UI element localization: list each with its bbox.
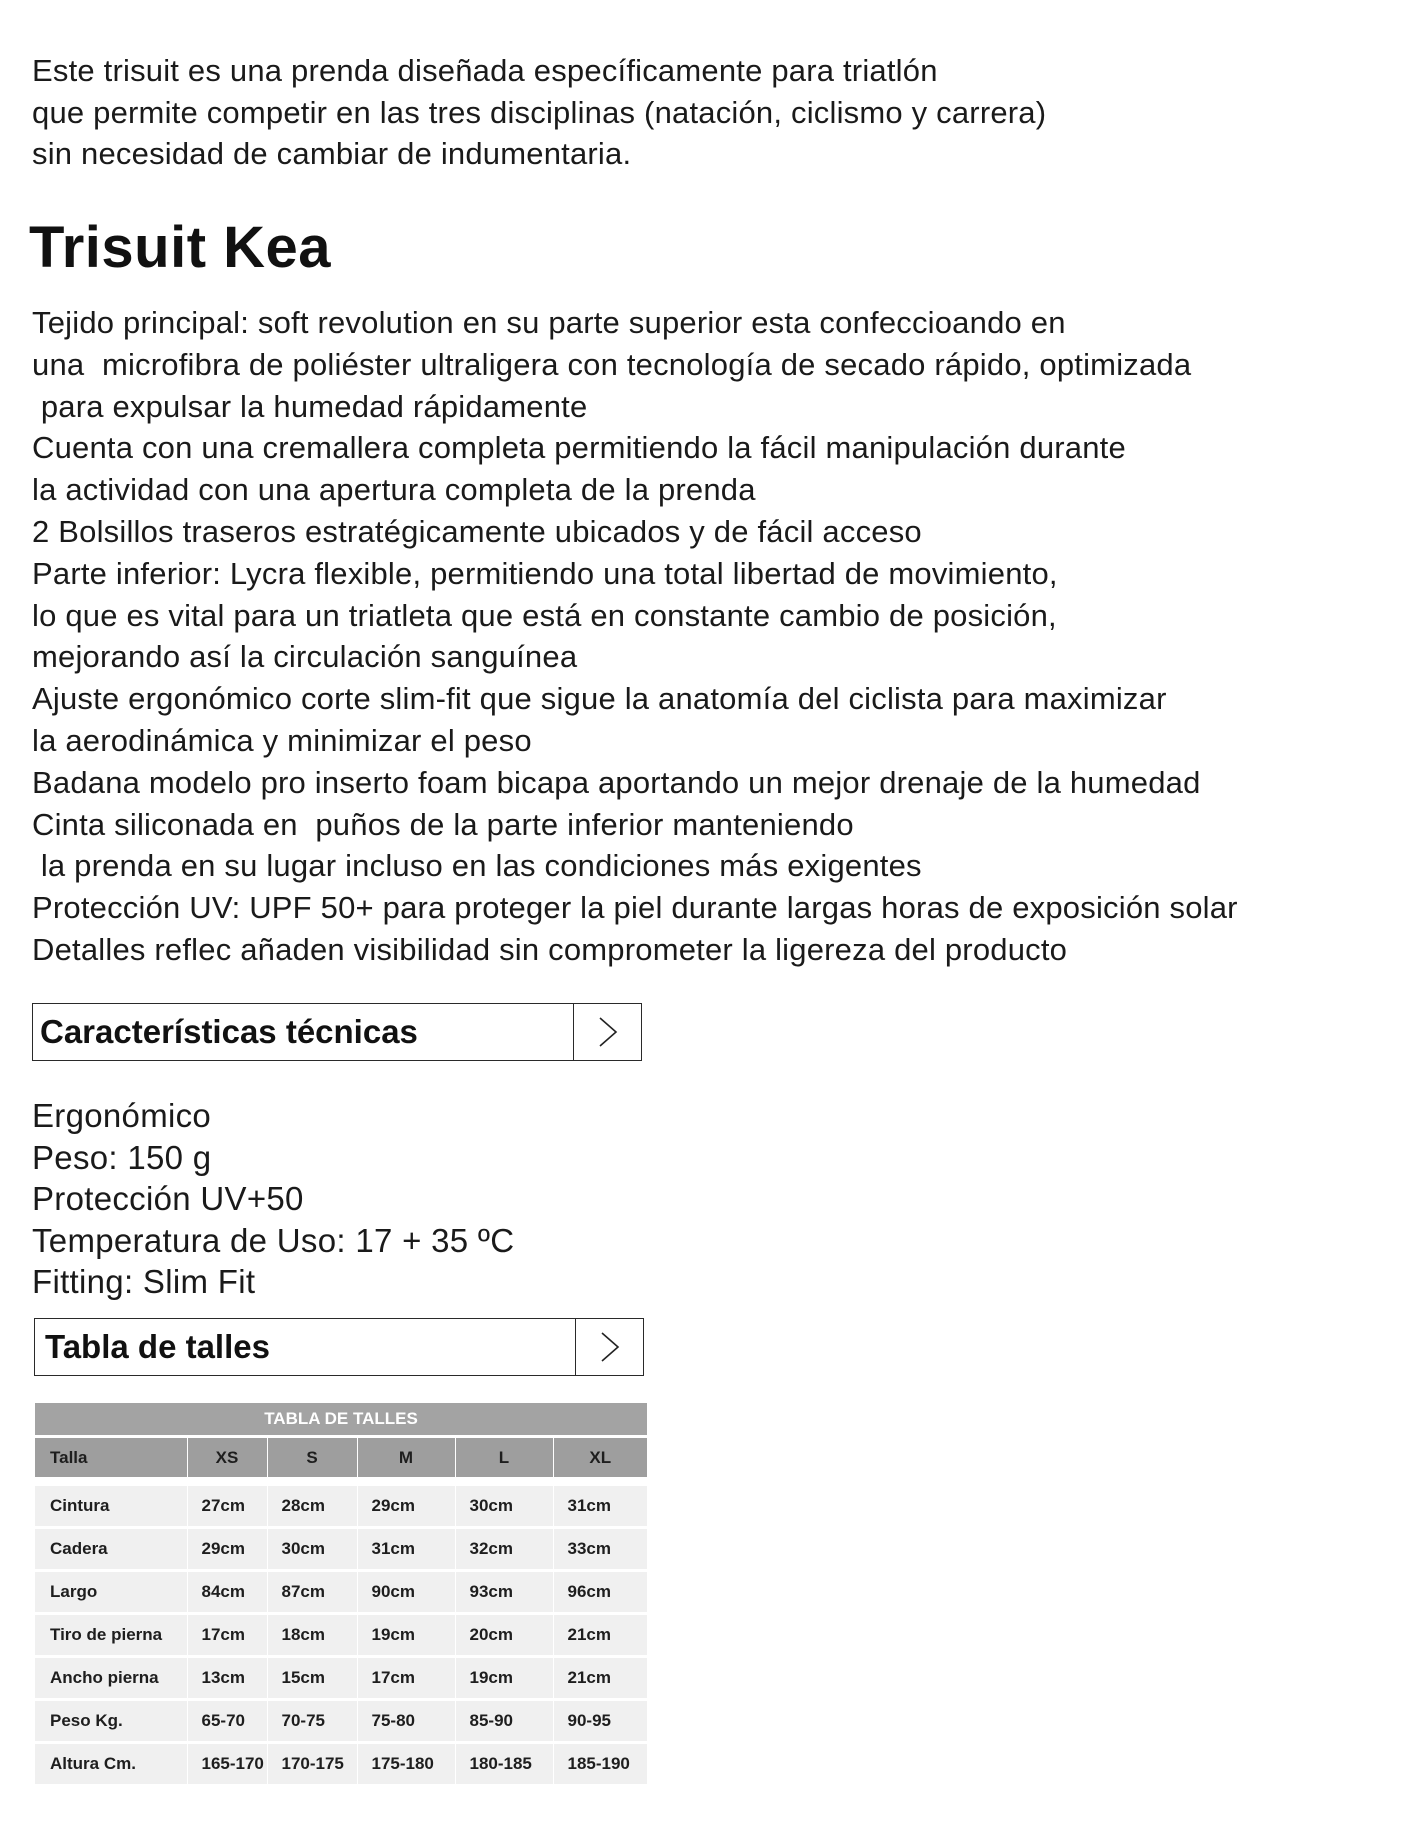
table-cell: 17cm — [187, 1614, 267, 1657]
tech-specs-label: Características técnicas — [40, 1013, 418, 1050]
table-cell: 90cm — [357, 1571, 455, 1614]
table-cell: 170-175 — [267, 1743, 357, 1786]
description-line: mejorando así la circulación sanguínea — [32, 639, 578, 675]
description-line: Tejido principal: soft revolution en su parte superior esta confeccioando en — [32, 305, 1066, 340]
row-label: Altura Cm. — [35, 1743, 187, 1786]
description-line: una microfibra de poliéster ultraligera con tecnología de secado rápido, optimizada — [32, 346, 1192, 382]
table-cell: 90-95 — [553, 1700, 647, 1743]
row-label: Cintura — [35, 1482, 187, 1528]
description-line: para expulsar la humedad rápidamente — [32, 388, 588, 424]
size-table — [35, 1403, 647, 1787]
table-cell: 19cm — [357, 1614, 455, 1657]
column-header: S — [267, 1437, 357, 1482]
row-label: Ancho pierna — [35, 1657, 187, 1700]
tech-specs-accordion[interactable] — [32, 1003, 642, 1061]
table-cell: 13cm — [187, 1657, 267, 1700]
table-cell: 29cm — [357, 1482, 455, 1528]
table-row — [35, 1743, 647, 1786]
product-description — [32, 302, 1402, 971]
description-line: la prenda en su lugar incluso en las condiciones más exigentes — [32, 848, 922, 884]
table-cell: 15cm — [267, 1657, 357, 1700]
row-label: Cadera — [35, 1528, 187, 1571]
spec-item: Fitting: Slim Fit — [32, 1263, 256, 1300]
product-title: Trisuit Kea — [29, 215, 332, 280]
table-cell: 180-185 — [455, 1743, 553, 1786]
table-cell: 32cm — [455, 1528, 553, 1571]
description-line: lo que es vital para un triatleta que está en constante cambio de posición, — [32, 597, 1057, 633]
table-row — [35, 1528, 647, 1571]
description-line: Cuenta con una cremallera completa permitiendo la fácil manipulación durante — [32, 430, 1126, 466]
description-line: Cinta siliconada en puños de la parte inferior manteniendo — [32, 806, 854, 842]
intro-line: sin necesidad de cambiar de indumentaria. — [32, 136, 632, 171]
table-cell: 93cm — [455, 1571, 553, 1614]
intro-text — [32, 50, 1392, 175]
spec-item: Ergonómico — [32, 1097, 212, 1134]
size-table-caption: TABLA DE TALLES — [35, 1403, 647, 1437]
table-cell: 21cm — [553, 1657, 647, 1700]
table-row — [35, 1482, 647, 1528]
intro-line: Este trisuit es una prenda diseñada específicamente para triatlón — [32, 53, 938, 88]
column-header: XS — [187, 1437, 267, 1482]
table-cell: 165-170 — [187, 1743, 267, 1786]
spec-item: Temperatura de Uso: 17 + 35 ºC — [32, 1221, 515, 1259]
table-cell: 19cm — [455, 1657, 553, 1700]
table-cell: 30cm — [267, 1528, 357, 1571]
row-label: Peso Kg. — [35, 1700, 187, 1743]
table-cell: 20cm — [455, 1614, 553, 1657]
table-cell: 84cm — [187, 1571, 267, 1614]
intro-line: que permite competir en las tres disciplinas (natación, ciclismo y carrera) — [32, 94, 1047, 130]
column-header: Talla — [35, 1437, 187, 1482]
table-cell: 30cm — [455, 1482, 553, 1528]
tech-specs-list — [32, 1095, 514, 1303]
row-label: Largo — [35, 1571, 187, 1614]
table-cell: 87cm — [267, 1571, 357, 1614]
description-line: Parte inferior: Lycra flexible, permitiendo una total libertad de movimiento, — [32, 555, 1058, 591]
description-line: Badana modelo pro inserto foam bicapa aportando un mejor drenaje de la humedad — [32, 764, 1201, 800]
table-cell: 96cm — [553, 1571, 647, 1614]
table-cell: 27cm — [187, 1482, 267, 1528]
table-cell: 29cm — [187, 1528, 267, 1571]
table-cell: 31cm — [357, 1528, 455, 1571]
column-header: XL — [553, 1437, 647, 1482]
table-cell: 28cm — [267, 1482, 357, 1528]
description-line: 2 Bolsillos traseros estratégicamente ubicados y de fácil acceso — [32, 513, 922, 549]
column-header: L — [455, 1437, 553, 1482]
table-cell: 85-90 — [455, 1700, 553, 1743]
table-cell: 70-75 — [267, 1700, 357, 1743]
size-chart-label: Tabla de talles — [45, 1328, 270, 1365]
table-cell: 18cm — [267, 1614, 357, 1657]
column-header: M — [357, 1437, 455, 1482]
table-cell: 17cm — [357, 1657, 455, 1700]
table-cell: 185-190 — [553, 1743, 647, 1786]
description-line: la actividad con una apertura completa de la prenda — [32, 472, 756, 508]
table-row — [35, 1657, 647, 1700]
table-row — [35, 1571, 647, 1614]
table-cell: 21cm — [553, 1614, 647, 1657]
chevron-right-icon[interactable] — [573, 1004, 641, 1060]
table-cell: 31cm — [553, 1482, 647, 1528]
table-cell: 33cm — [553, 1528, 647, 1571]
row-label: Tiro de pierna — [35, 1614, 187, 1657]
description-line: Ajuste ergonómico corte slim-fit que sigue la anatomía del ciclista para maximizar — [32, 681, 1167, 717]
description-line: Detalles reflec añaden visibilidad sin comprometer la ligereza del producto — [32, 931, 1068, 967]
table-cell: 175-180 — [357, 1743, 455, 1786]
table-cell: 65-70 — [187, 1700, 267, 1743]
description-line: Protección UV: UPF 50+ para proteger la piel durante largas horas de exposición solar — [32, 890, 1238, 926]
spec-item: Protección UV+50 — [32, 1180, 304, 1217]
chevron-right-icon[interactable] — [575, 1319, 643, 1375]
table-row — [35, 1614, 647, 1657]
size-chart-accordion[interactable] — [34, 1318, 644, 1376]
table-row — [35, 1700, 647, 1743]
description-line: la aerodinámica y minimizar el peso — [32, 722, 532, 758]
spec-item: Peso: 150 g — [32, 1138, 212, 1176]
table-cell: 75-80 — [357, 1700, 455, 1743]
